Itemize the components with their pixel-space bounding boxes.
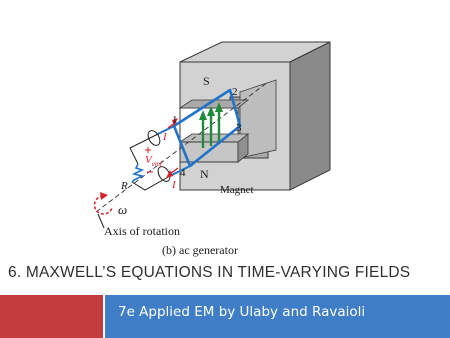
figure-caption: (b) ac generator [162, 243, 238, 257]
magnet-right-side [290, 42, 330, 190]
current-top-label: I [163, 131, 167, 143]
current-bottom-label: I [172, 179, 176, 191]
node-1-label: 1 [172, 114, 178, 126]
node-4-label: 4 [180, 167, 186, 179]
node-2-label: 2 [232, 86, 238, 98]
omega-label: ω [118, 202, 128, 217]
emf-v: V [145, 154, 152, 166]
slide-title: 6. MAXWELL’S EQUATIONS IN TIME-VARYING FIELDS [8, 264, 411, 281]
axis-of-rotation-label: Axis of rotation [104, 224, 180, 238]
pole-s-label: S [203, 74, 210, 88]
slide-subtitle: 7e Applied EM by Ulaby and Ravaioli [118, 304, 366, 320]
resistor-label: R [121, 180, 128, 192]
emf-subscript: emf [151, 160, 162, 168]
resistor [132, 164, 142, 182]
node-3-label: 3 [236, 122, 242, 134]
magnet-n-pole-top [180, 134, 248, 142]
footer-accent-bar [0, 295, 103, 338]
slip-ring-1 [146, 129, 163, 148]
rotation-indicator [95, 192, 112, 228]
magnet-label: Magnet [220, 184, 254, 196]
pole-n-label: N [200, 167, 209, 181]
current-arrowhead-bottom [166, 170, 173, 178]
rotation-arrowhead [100, 192, 108, 200]
emf-symbol [145, 154, 163, 168]
rotation-arc [95, 196, 112, 214]
